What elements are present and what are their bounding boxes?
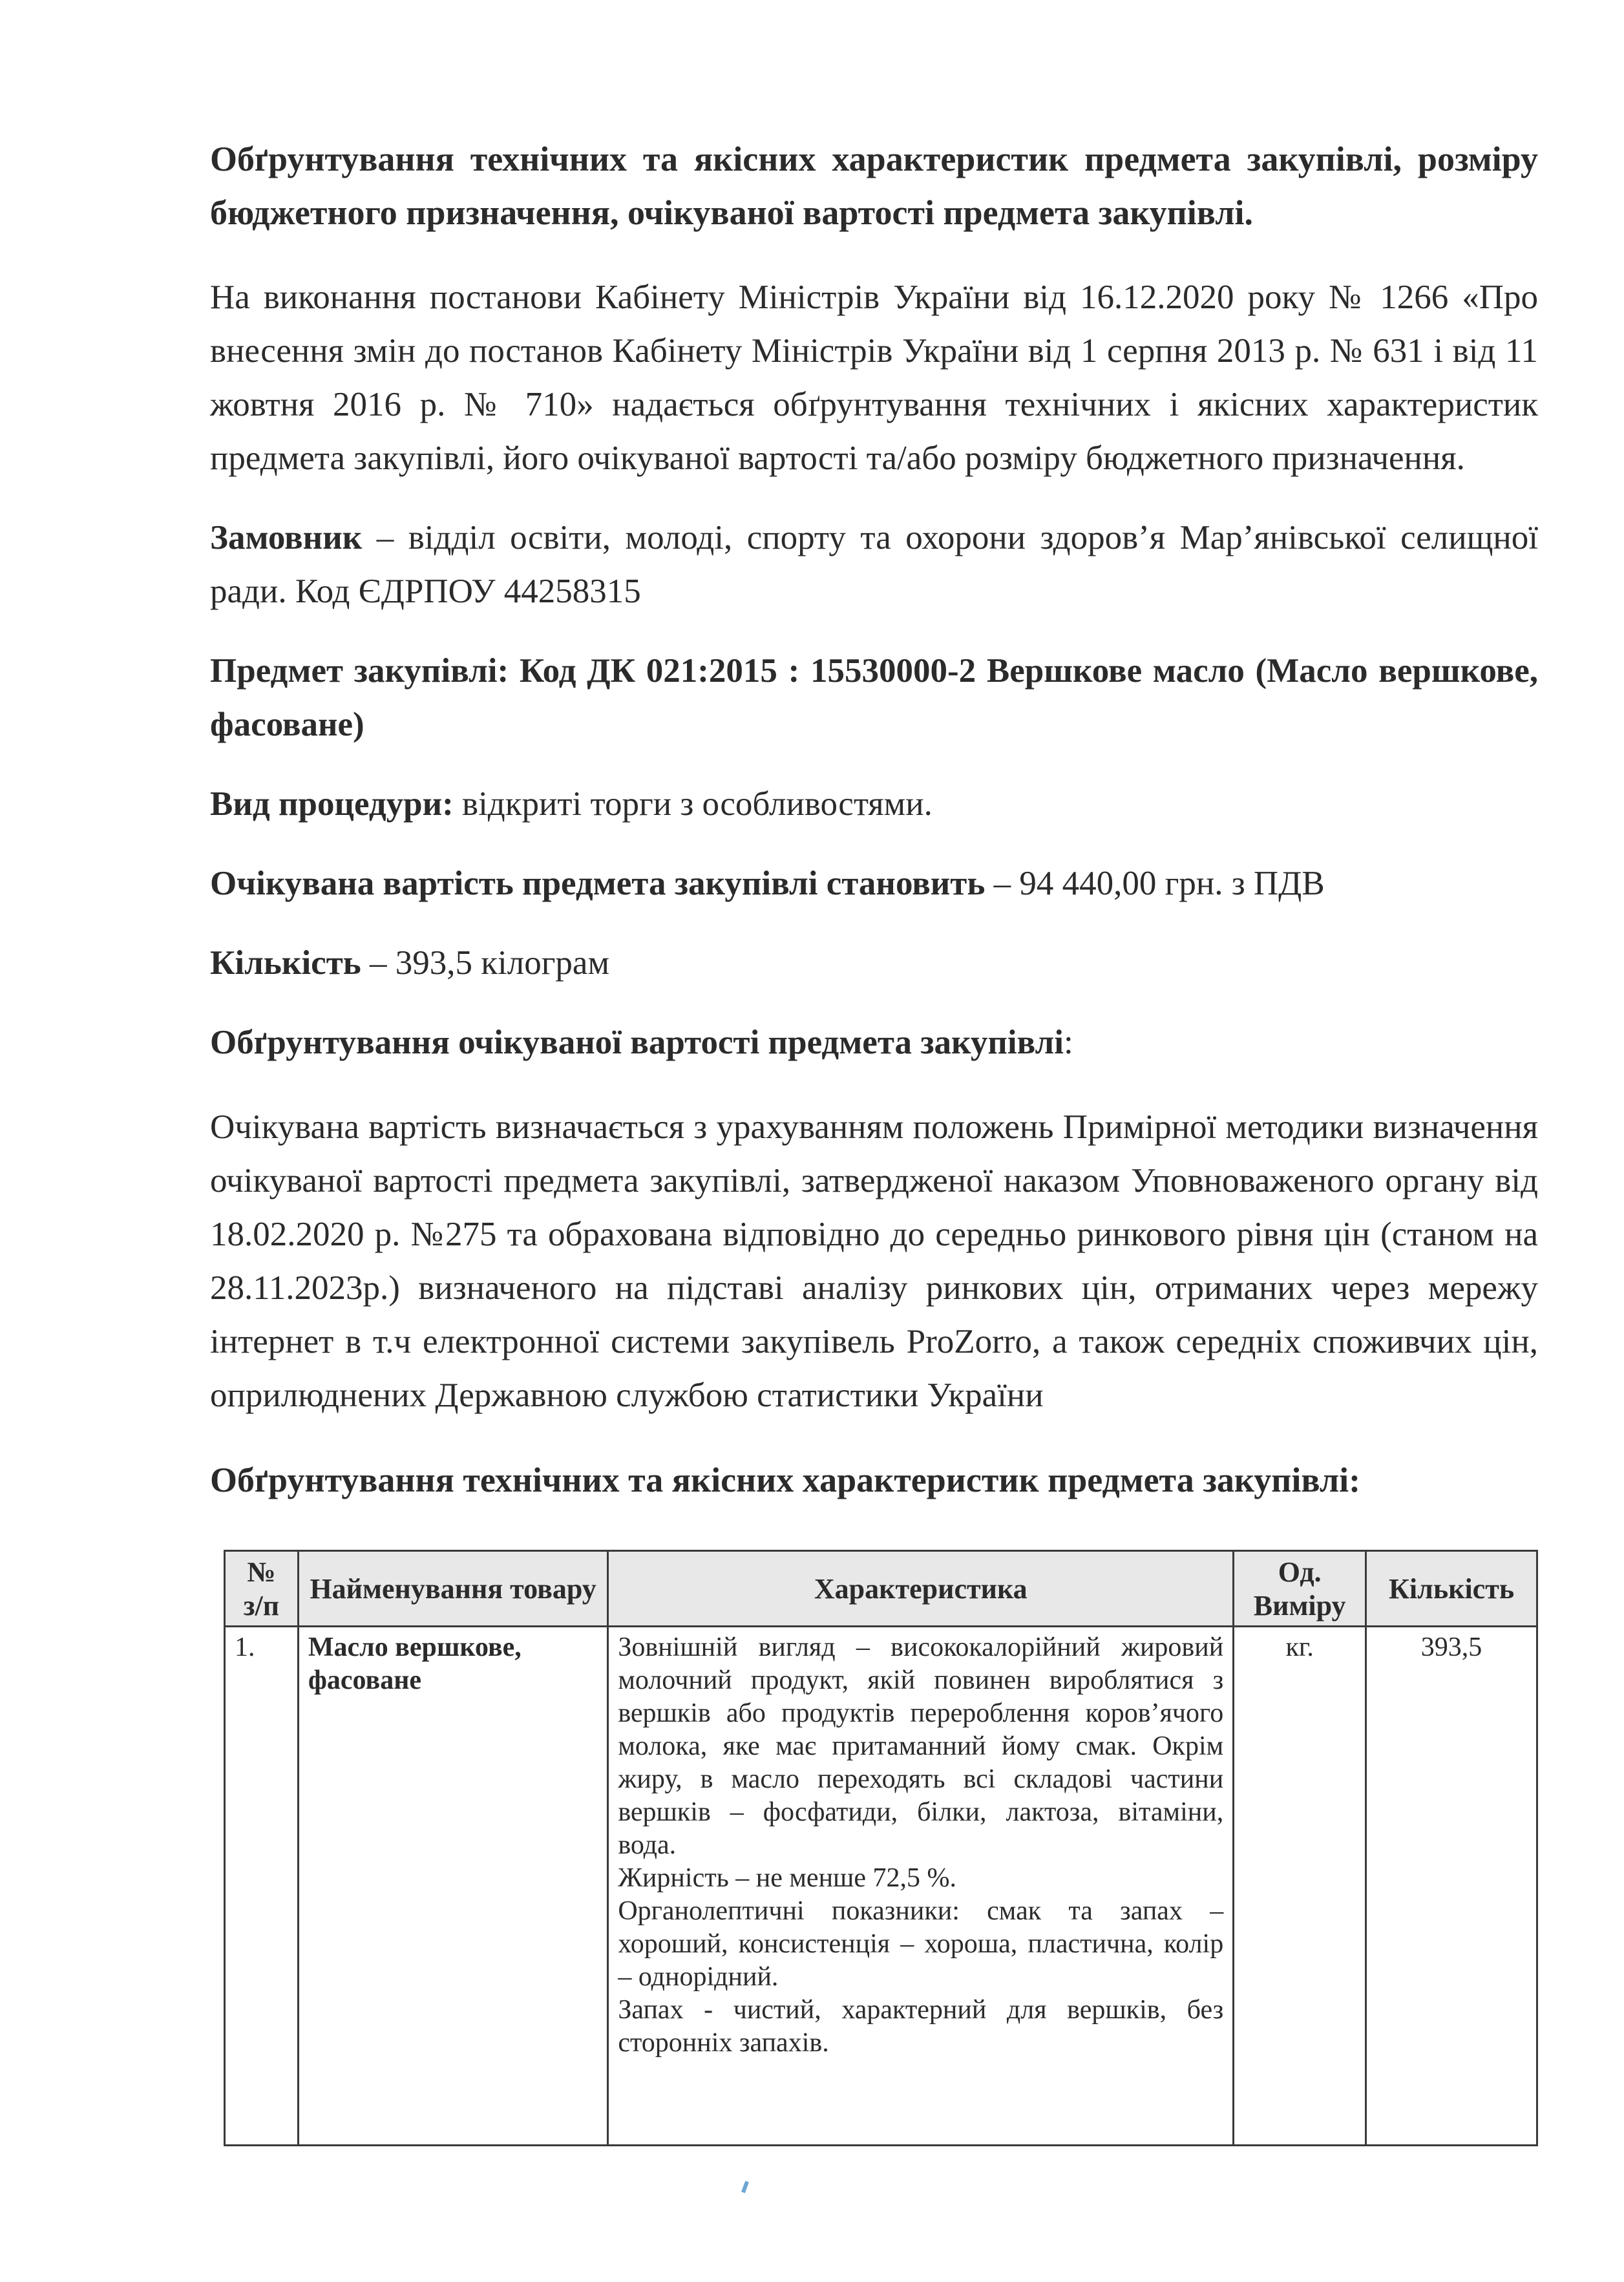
header-num: № з/п: [225, 1551, 299, 1627]
row-characteristic: [608, 1627, 1234, 2146]
row-qty: 393,5: [1366, 1627, 1537, 2146]
table-header-row: [225, 1551, 1537, 1627]
spec-table: [224, 1550, 1538, 2146]
header-characteristic: Характеристика: [608, 1551, 1234, 1627]
row-num: 1.: [225, 1627, 299, 2146]
cost-justification-heading-text: Обґрунтування очікуваної вартості предмета закупівлі: [210, 1024, 1064, 1061]
row-unit: кг.: [1234, 1627, 1366, 2146]
cost-justification-heading: [210, 1016, 1538, 1070]
document-title: Обґрунтування технічних та якісних характеристик предмета закупівлі, розміру бюджетного призначення, очікуваної вартості предмета закупівлі.: [210, 140, 1538, 232]
header-unit: Од. Виміру: [1234, 1551, 1366, 1627]
procedure-value: відкриті торги з особливостями.: [453, 785, 933, 823]
characteristic-appearance: Зовнішній вигляд – висококалорійний жировий молочний продукт, якій повинен вироблятися з вершків або продуктів перероблення коров’ячого молока, яке має притаманний йому смак. Окрім жиру, в масло переходять всі складові частини вершків – фосфатиди, білки, лактоза, вітаміни, вода.: [618, 1632, 1224, 1860]
expected-cost-value: – 94 440,00 грн. з ПДВ: [985, 865, 1325, 902]
header-qty: Кількість: [1366, 1551, 1537, 1627]
quantity-label: Кількість: [210, 944, 361, 982]
customer-label: Замовник: [210, 519, 363, 556]
procedure-label: Вид процедури:: [210, 785, 454, 823]
expected-cost-paragraph: [210, 857, 1538, 911]
customer-paragraph: [210, 511, 1538, 618]
header-name: Найменування товару: [298, 1551, 607, 1627]
table-row: [225, 1627, 1537, 2146]
quantity-value: – 393,5 кілограм: [361, 944, 609, 982]
expected-cost-label: Очікувана вартість предмета закупівлі становить: [210, 865, 986, 902]
document-page: [210, 132, 1538, 1507]
quantity-paragraph: [210, 936, 1538, 990]
characteristic-organoleptic: Органолептичні показники: смак та запах – хороший, консистенція – хороша, пластична, колір – однорідний.: [618, 1896, 1224, 1992]
row-name: Масло вершкове, фасоване: [298, 1627, 607, 2146]
ink-mark: [741, 2181, 749, 2193]
intro-paragraph: На виконання постанови Кабінету Міністрів України від 16.12.2020 року № 1266 «Про внесення змін до постанов Кабінету Міністрів України від 1 серпня 2013 р. № 631 і від 11 жовтня 2016 р. № 710» надається обґрунтування технічних і якісних характеристик предмета закупівлі, його очікуваної вартості та/або розміру бюджетного призначення.: [210, 279, 1538, 477]
customer-value: – відділ освіти, молоді, спорту та охорони здоров’я Мар’янівської селищної ради. Код ЄДРПОУ 44258315: [210, 519, 1538, 610]
spec-heading: Обґрунтування технічних та якісних характеристик предмета закупівлі:: [210, 1461, 1361, 1499]
characteristic-smell: Запах - чистий, характерний для вершків, без сторонніх запахів.: [618, 1995, 1224, 2058]
procedure-paragraph: [210, 777, 1538, 831]
cost-justification-text: Очікувана вартість визначається з урахуванням положень Примірної методики визначення очікуваної вартості предмета закупівлі, затвердженої наказом Уповноваженого органу від 18.02.2020 р. №275 та обрахована відповідно до середньо ринкового рівня цін (станом на 28.11.2023р.) визначеного на підставі аналізу ринкових цін, отриманих через мережу інтернет в т.ч електронної системи закупівель ProZorro, а також середніх споживчих цін, оприлюднених Державною службою статистики України: [210, 1108, 1538, 1414]
characteristic-fat: Жирність – не менше 72,5 %.: [618, 1863, 957, 1893]
cost-justification-heading-suffix: :: [1064, 1024, 1073, 1061]
subject-paragraph: Предмет закупівлі: Код ДК 021:2015 : 15530000-2 Вершкове масло (Масло вершкове, фасоване): [210, 652, 1538, 743]
